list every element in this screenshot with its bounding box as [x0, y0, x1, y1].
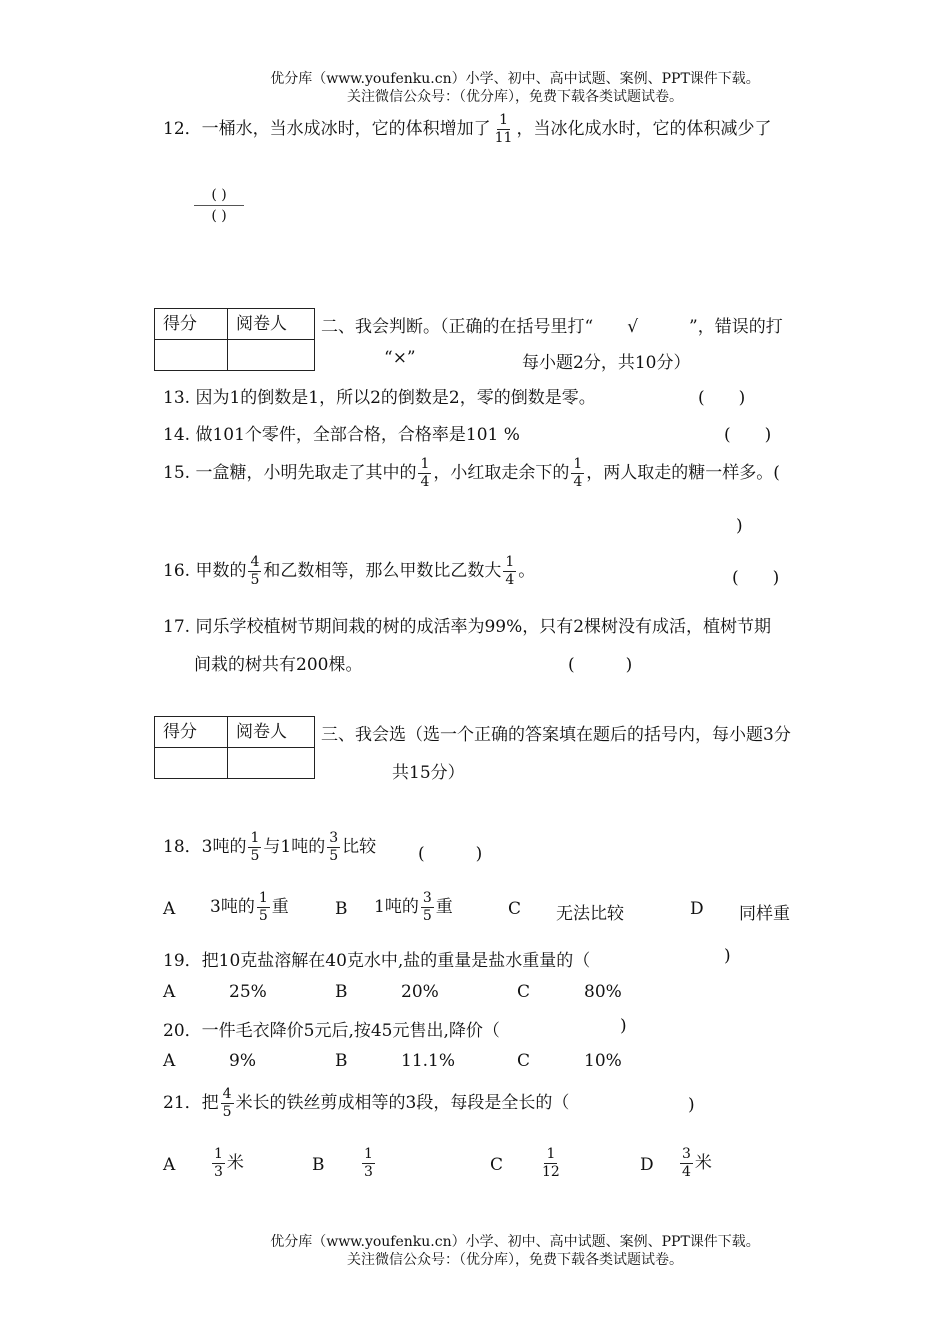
q20-option-b-label[interactable]: B [335, 1051, 348, 1071]
q21-option-c[interactable] [538, 1146, 564, 1181]
q13-answer-paren[interactable]: ( ) [698, 388, 746, 408]
question-15: 15. 一盒糖，小明先取走了其中的 $\frac{1}{4}$ ，小红取走余下的 $\frac{1}{4}$ ，两人取走的糖一样多。( [163, 456, 780, 490]
question-19: 19．把10克盐溶解在40克水中,盐的重量是盐水重量的（ [163, 951, 591, 971]
q12-blank-bottom: ( ) [211, 208, 227, 224]
q21-option-c-fraction: $\frac{1}{12}$ [542, 1146, 560, 1180]
q15-paren-close[interactable]: ) [736, 516, 743, 536]
q12-text: 12．一桶水，当水成冰时，它的体积增加了 [163, 119, 491, 139]
q20-option-c-label[interactable]: C [517, 1051, 531, 1071]
q21-option-b[interactable] [360, 1146, 377, 1181]
header-line-2: 关注微信公众号：（优分库），免费下载各类试题试卷。 [347, 89, 683, 105]
q21-fraction: $\frac{4}{5}$ [222, 1086, 232, 1120]
q21-option-a-label[interactable]: A [163, 1155, 176, 1175]
q21-option-d-fraction: $\frac{3}{4}$ [682, 1146, 691, 1180]
q15-fraction-1: $\frac{1}{4}$ [420, 456, 430, 490]
footer-line-2: 关注微信公众号：（优分库），免费下载各类试题试卷。 [347, 1252, 683, 1268]
q19-option-b-label[interactable]: B [335, 982, 348, 1002]
q18-answer-paren[interactable]: ( ) [418, 844, 483, 864]
footer-line-1: 优分库（www.youfenku.cn）小学、初中、高中试题、案例、PPT课件下载。 [270, 1234, 760, 1250]
q20-option-b[interactable]: 11.1% [401, 1051, 456, 1071]
question-16: 16. 甲数的 $\frac{4}{5}$ 和乙数相等，那么甲数比乙数大 $\frac{1}{4}$ 。 [163, 554, 536, 588]
q18-option-a-fraction: $\frac{1}{5}$ [258, 890, 268, 924]
q18-option-b[interactable]: 1吨的 $\frac{3}{5}$ 重 [374, 890, 453, 924]
score-box-section-2 [154, 308, 315, 371]
grader-label: 阅卷人 [228, 309, 315, 340]
question-14: 14. 做101个零件，全部合格，合格率是101 % [163, 425, 520, 445]
q21-option-c-label[interactable]: C [490, 1155, 504, 1175]
q18-fraction-2: $\frac{3}{5}$ [329, 830, 339, 864]
section-2-mark-cross: “×” [384, 348, 416, 368]
q20-option-c[interactable]: 10% [584, 1051, 622, 1071]
score-label: 得分 [155, 717, 228, 748]
q12-answer-blank[interactable] [194, 184, 244, 226]
q20-option-a-label[interactable]: A [163, 1051, 176, 1071]
q12-fraction: $\frac{1}{11}$ [494, 112, 513, 146]
q19-paren-close[interactable]: ) [724, 946, 731, 966]
score-cell[interactable] [155, 748, 228, 779]
q17-answer-paren[interactable]: ( ) [568, 655, 633, 675]
q21-option-b-label[interactable]: B [312, 1155, 325, 1175]
q21-option-b-fraction: $\frac{1}{3}$ [364, 1146, 373, 1180]
q19-option-a[interactable]: 25% [229, 982, 267, 1002]
section-2-title: 二、我会判断。（正确的在括号里打“ √ ”，错误的打 [321, 317, 783, 337]
question-13: 13. 因为1的倒数是1，所以2的倒数是2，零的倒数是零。 [163, 388, 596, 408]
q21-option-a[interactable]: $\frac{1}{3}$ 米 [214, 1146, 244, 1180]
q18-option-a[interactable]: 3吨的 $\frac{1}{5}$ 重 [210, 890, 289, 924]
section-3-title: 三、我会选（选一个正确的答案填在题后的括号内，每小题3分 [321, 725, 791, 745]
q18-option-d-label[interactable]: D [690, 899, 704, 919]
score-cell[interactable] [155, 340, 228, 371]
q16-answer-paren[interactable]: ( ) [732, 568, 780, 588]
q21-paren-close[interactable]: ) [688, 1095, 695, 1115]
section-2-points: 每小题2分，共10分） [522, 353, 691, 373]
score-box-section-3 [154, 716, 315, 779]
q18-option-a-label[interactable]: A [163, 899, 176, 919]
grader-cell[interactable] [228, 340, 315, 371]
q14-answer-paren[interactable]: ( ) [724, 425, 772, 445]
q18-fraction-1: $\frac{1}{5}$ [250, 830, 260, 864]
q16-fraction-2: $\frac{1}{4}$ [505, 554, 515, 588]
q12-blank-top: ( ) [194, 185, 244, 206]
grader-cell[interactable] [228, 748, 315, 779]
q18-option-b-fraction: $\frac{3}{5}$ [422, 890, 432, 924]
q20-paren-close[interactable]: ) [620, 1016, 627, 1036]
question-17-line-2: 间栽的树共有200棵。 [194, 655, 363, 675]
question-18: 18．3吨的 $\frac{1}{5}$ 与1吨的 $\frac{3}{5}$ 比较 [163, 830, 377, 864]
header-line-1: 优分库（www.youfenku.cn）小学、初中、高中试题、案例、PPT课件下载。 [270, 71, 760, 87]
q19-option-c-label[interactable]: C [517, 982, 531, 1002]
q18-option-c-label[interactable]: C [508, 899, 522, 919]
q15-fraction-2: $\frac{1}{4}$ [573, 456, 583, 490]
question-20: 20．一件毛衣降价5元后,按45元售出,降价（ [163, 1021, 500, 1041]
q21-option-d-label[interactable]: D [640, 1155, 654, 1175]
q19-option-b[interactable]: 20% [401, 982, 439, 1002]
score-label: 得分 [155, 309, 228, 340]
grader-label: 阅卷人 [228, 717, 315, 748]
question-12 [163, 112, 771, 147]
q16-fraction-1: $\frac{4}{5}$ [250, 554, 260, 588]
question-17-line-1: 17. 同乐学校植树节期间栽的树的成活率为99%，只有2棵树没有成活，植树节期 [163, 617, 772, 637]
q18-option-b-label[interactable]: B [335, 899, 348, 919]
q12-text-2: ，当冰化成水时，它的体积减少了 [516, 119, 772, 139]
q18-option-c[interactable]: 无法比较 [556, 904, 624, 924]
q20-option-a[interactable]: 9% [229, 1051, 256, 1071]
q21-option-d[interactable]: $\frac{3}{4}$ 米 [682, 1146, 712, 1180]
q19-option-c[interactable]: 80% [584, 982, 622, 1002]
q21-option-a-fraction: $\frac{1}{3}$ [214, 1146, 223, 1180]
q18-option-d[interactable]: 同样重 [739, 904, 790, 924]
q19-option-a-label[interactable]: A [163, 982, 176, 1002]
question-21: 21．把 $\frac{4}{5}$ 米长的铁丝剪成相等的3段，每段是全长的（ [163, 1086, 570, 1120]
section-3-points: 共15分） [392, 763, 465, 783]
